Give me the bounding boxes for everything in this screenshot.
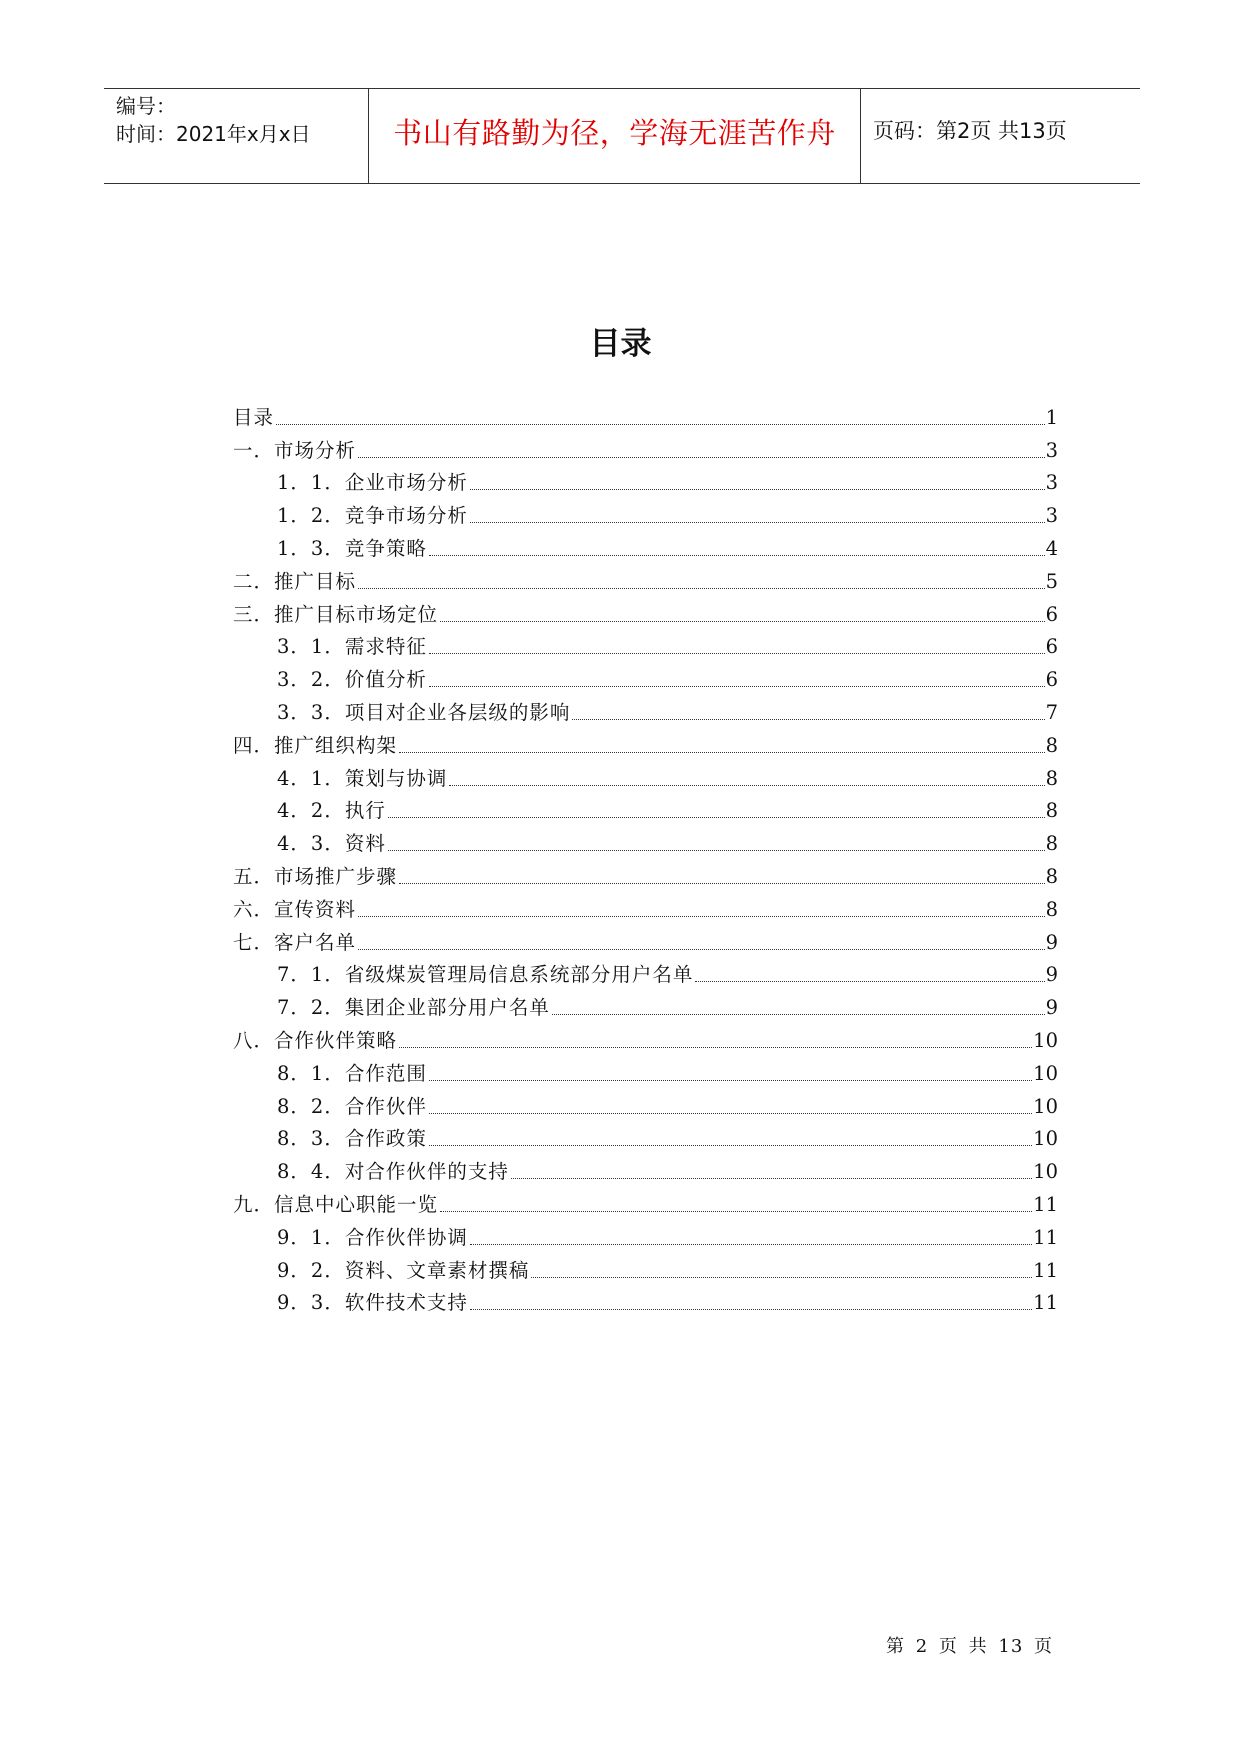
header-motto-cell bbox=[369, 89, 861, 183]
toc-entry[interactable] bbox=[233, 1284, 1058, 1317]
toc-page-number: 8 bbox=[1045, 799, 1058, 823]
toc-dot-leader bbox=[695, 980, 1044, 982]
toc-entry-text: 九．信息中心职能一览 bbox=[233, 1192, 439, 1216]
toc-entry[interactable] bbox=[233, 595, 1058, 628]
toc-dot-leader bbox=[399, 751, 1045, 753]
toc-page-number: 10 bbox=[1033, 1061, 1058, 1085]
toc-dot-leader bbox=[449, 784, 1044, 786]
toc-dot-leader bbox=[429, 685, 1045, 687]
toc-page-number: 10 bbox=[1033, 1094, 1058, 1118]
toc-entry-text: 3．2．价值分析 bbox=[277, 668, 427, 692]
toc-page-number: 10 bbox=[1033, 1127, 1058, 1151]
toc-entry[interactable] bbox=[233, 660, 1058, 693]
toc-page-number: 8 bbox=[1045, 864, 1058, 888]
toc-entry[interactable] bbox=[233, 1021, 1058, 1054]
toc-dot-leader bbox=[358, 456, 1045, 458]
toc-entry[interactable] bbox=[233, 1185, 1058, 1218]
toc-entry[interactable] bbox=[233, 529, 1058, 562]
header-page-cell bbox=[861, 89, 1140, 183]
toc-dot-leader bbox=[511, 1177, 1032, 1179]
toc-page-number: 6 bbox=[1045, 635, 1058, 659]
toc-page-number: 8 bbox=[1045, 766, 1058, 790]
toc-entry-text: 9．3．软件技术支持 bbox=[277, 1291, 468, 1315]
toc-entry-text: 六．宣传资料 bbox=[233, 897, 357, 921]
toc-dot-leader bbox=[440, 620, 1045, 622]
document-time-label: 时间：2021年x月x日 bbox=[116, 122, 311, 146]
toc-dot-leader bbox=[440, 1210, 1032, 1212]
toc-entry[interactable] bbox=[233, 890, 1058, 923]
toc-entry[interactable] bbox=[233, 857, 1058, 890]
toc-entry[interactable] bbox=[233, 956, 1058, 989]
toc-entry-text: 8．4．对合作伙伴的支持 bbox=[277, 1160, 509, 1184]
toc-entry[interactable] bbox=[233, 693, 1058, 726]
toc-entry[interactable] bbox=[233, 792, 1058, 825]
toc-entry[interactable] bbox=[233, 496, 1058, 529]
document-number-label: 编号： bbox=[116, 94, 176, 118]
toc-entry[interactable] bbox=[233, 1152, 1058, 1185]
toc-page-number: 5 bbox=[1045, 569, 1058, 593]
toc-page-number: 11 bbox=[1033, 1258, 1058, 1282]
toc-entry-text: 7．2．集团企业部分用户名单 bbox=[277, 996, 550, 1020]
page-header bbox=[104, 88, 1140, 184]
toc-entry[interactable] bbox=[233, 824, 1058, 857]
toc-dot-leader bbox=[552, 1013, 1045, 1015]
toc-dot-leader bbox=[572, 718, 1044, 720]
toc-entry-text: 8．3．合作政策 bbox=[277, 1127, 427, 1151]
toc-page-number: 7 bbox=[1045, 700, 1058, 724]
toc-entry[interactable] bbox=[233, 988, 1058, 1021]
table-of-contents bbox=[233, 398, 1058, 1316]
toc-page-number: 8 bbox=[1045, 832, 1058, 856]
toc-entry-text: 二．推广目标 bbox=[233, 569, 357, 593]
toc-dot-leader bbox=[429, 1144, 1032, 1146]
toc-dot-leader bbox=[429, 1079, 1032, 1081]
toc-dot-leader bbox=[429, 554, 1045, 556]
toc-entry[interactable] bbox=[233, 562, 1058, 595]
toc-page-number: 4 bbox=[1045, 536, 1058, 560]
toc-entry-text: 八．合作伙伴策略 bbox=[233, 1028, 398, 1052]
toc-entry-text: 9．2．资料、文章素材撰稿 bbox=[277, 1258, 530, 1282]
toc-entry-text: 3．1．需求特征 bbox=[277, 635, 427, 659]
toc-page-number: 6 bbox=[1045, 668, 1058, 692]
toc-entry-text: 7．1．省级煤炭管理局信息系统部分用户名单 bbox=[277, 963, 694, 987]
header-motto: 书山有路勤为径，学海无涯苦作舟 bbox=[393, 115, 836, 150]
toc-dot-leader bbox=[429, 652, 1045, 654]
toc-entry-text: 8．1．合作范围 bbox=[277, 1061, 427, 1085]
toc-entry-text: 四．推广组织构架 bbox=[233, 733, 398, 757]
header-meta-cell bbox=[104, 89, 369, 183]
page-footer: 第 2 页 共 13 页 bbox=[886, 1636, 1053, 1657]
toc-entry-text: 4．3．资料 bbox=[277, 832, 386, 856]
toc-dot-leader bbox=[429, 1112, 1032, 1114]
toc-entry-text: 目录 bbox=[233, 405, 275, 429]
toc-page-number: 9 bbox=[1045, 930, 1058, 954]
toc-entry-text: 9．1．合作伙伴协调 bbox=[277, 1225, 468, 1249]
toc-entry-text: 4．1．策划与协调 bbox=[277, 766, 448, 790]
toc-entry[interactable] bbox=[233, 628, 1058, 661]
toc-entry[interactable] bbox=[233, 1218, 1058, 1251]
toc-page-number: 9 bbox=[1045, 963, 1058, 987]
toc-entry-text: 4．2．执行 bbox=[277, 799, 386, 823]
toc-dot-leader bbox=[388, 816, 1045, 818]
toc-entry[interactable] bbox=[233, 923, 1058, 956]
toc-page-number: 10 bbox=[1033, 1028, 1058, 1052]
toc-page-number: 11 bbox=[1033, 1225, 1058, 1249]
toc-dot-leader bbox=[399, 882, 1045, 884]
toc-dot-leader bbox=[388, 849, 1045, 851]
toc-dot-leader bbox=[358, 587, 1045, 589]
toc-page-number: 11 bbox=[1033, 1291, 1058, 1315]
toc-entry[interactable] bbox=[233, 431, 1058, 464]
toc-entry[interactable] bbox=[233, 464, 1058, 497]
toc-page-number: 10 bbox=[1033, 1160, 1058, 1184]
toc-entry-text: 1．1．企业市场分析 bbox=[277, 471, 468, 495]
toc-dot-leader bbox=[358, 915, 1045, 917]
toc-entry[interactable] bbox=[233, 726, 1058, 759]
toc-entry[interactable] bbox=[233, 759, 1058, 792]
toc-title: 目录 bbox=[589, 326, 652, 362]
header-page-code: 页码：第2页 共13页 bbox=[873, 119, 1067, 143]
toc-entry-text: 三．推广目标市场定位 bbox=[233, 602, 439, 626]
toc-page-number: 11 bbox=[1033, 1192, 1058, 1216]
toc-page-number: 3 bbox=[1045, 504, 1058, 528]
toc-dot-leader bbox=[276, 423, 1045, 425]
toc-entry[interactable] bbox=[233, 1054, 1058, 1087]
toc-entry-text: 8．2．合作伙伴 bbox=[277, 1094, 427, 1118]
toc-entry-text: 一．市场分析 bbox=[233, 438, 357, 462]
toc-entry[interactable] bbox=[233, 398, 1058, 431]
toc-entry[interactable] bbox=[233, 1120, 1058, 1153]
toc-dot-leader bbox=[470, 521, 1045, 523]
toc-page-number: 9 bbox=[1045, 996, 1058, 1020]
toc-page-number: 8 bbox=[1045, 897, 1058, 921]
toc-page-number: 6 bbox=[1045, 602, 1058, 626]
toc-entry-text: 七．客户名单 bbox=[233, 930, 357, 954]
toc-page-number: 3 bbox=[1045, 471, 1058, 495]
toc-dot-leader bbox=[470, 1243, 1032, 1245]
toc-entry-text: 五．市场推广步骤 bbox=[233, 864, 398, 888]
toc-page-number: 8 bbox=[1045, 733, 1058, 757]
toc-entry[interactable] bbox=[233, 1251, 1058, 1284]
toc-entry-text: 1．3．竞争策略 bbox=[277, 536, 427, 560]
toc-dot-leader bbox=[470, 1308, 1032, 1310]
toc-page-number: 3 bbox=[1045, 438, 1058, 462]
toc-dot-leader bbox=[470, 488, 1045, 490]
toc-dot-leader bbox=[531, 1276, 1032, 1278]
toc-dot-leader bbox=[399, 1046, 1032, 1048]
toc-entry-text: 3．3．项目对企业各层级的影响 bbox=[277, 700, 571, 724]
toc-page-number: 1 bbox=[1045, 405, 1058, 429]
toc-entry-text: 1．2．竞争市场分析 bbox=[277, 504, 468, 528]
toc-dot-leader bbox=[358, 948, 1045, 950]
toc-entry[interactable] bbox=[233, 1087, 1058, 1120]
